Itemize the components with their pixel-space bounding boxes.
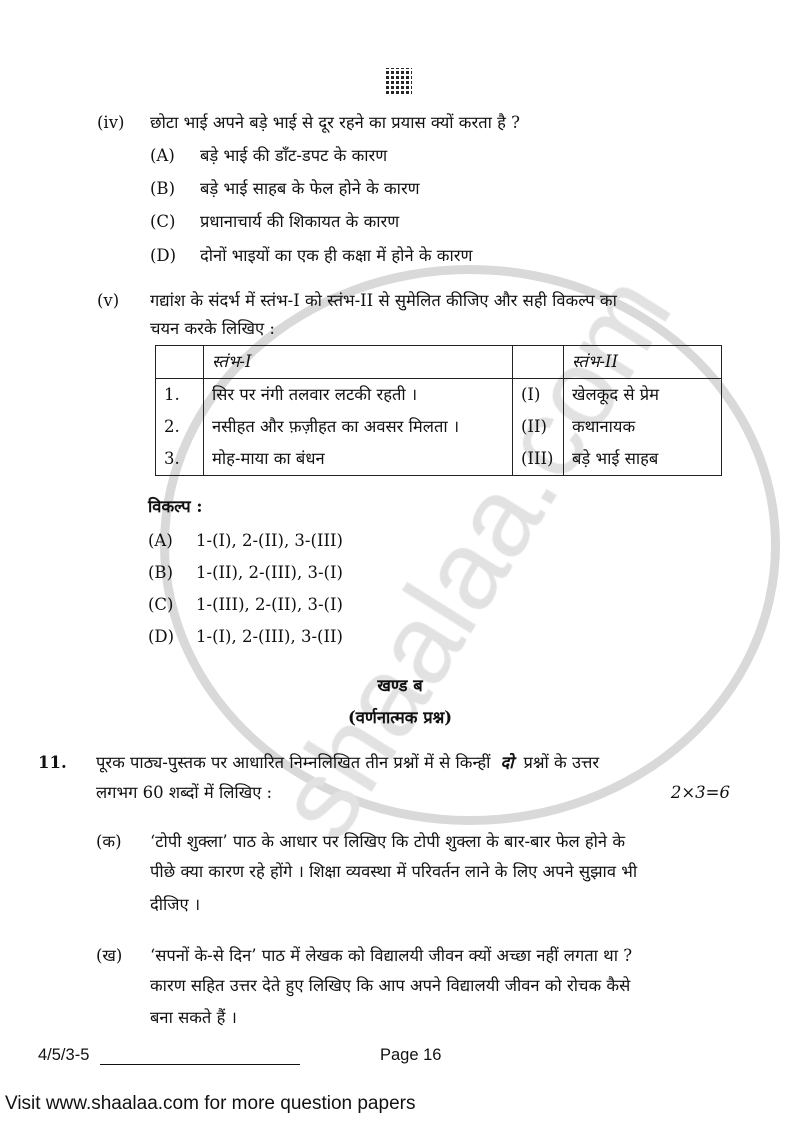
question-text (96, 753, 599, 773)
column-2-cell: खेलकूद से प्रेम (564, 379, 722, 412)
column-1-header: स्तंभ-I (204, 346, 513, 379)
option-text: 1-(I), 2-(II), 3-(III) (196, 531, 343, 550)
row-number: 2. (156, 411, 204, 443)
column-1-cell: मोह-माया का बंधन (204, 443, 513, 476)
option-label: (B) (148, 563, 173, 582)
option-label: (D) (148, 627, 175, 646)
option-label: (A) (148, 531, 173, 550)
option-label: (C) (148, 595, 174, 614)
option-text: दोनों भाइयों का एक ही कक्षा में होने के कारण (200, 246, 473, 265)
part-text: ‘सपनों के-से दिन’ पाठ में लेखक को विद्यालयी जीवन क्यों अच्छा नहीं लगता था ? (150, 946, 633, 965)
question-number: 11. (38, 753, 67, 772)
column-1-cell: नसीहत और फ़ज़ीहत का अवसर मिलता । (204, 411, 513, 443)
column-2-cell: बड़े भाई साहब (564, 443, 722, 476)
option-label: (A) (150, 146, 175, 165)
question-text-part: पूरक पाठ्य-पुस्तक पर आधारित निम्नलिखित तीन प्रश्नों में से किन्हीं (96, 753, 491, 772)
part-text: ‘टोपी शुक्ला’ पाठ के आधार पर लिखिए कि टोपी शुक्ला के बार-बार फेल होने के (150, 832, 625, 851)
table-row (156, 379, 722, 412)
option-text: प्रधानाचार्य की शिकायत के कारण (200, 212, 400, 231)
visit-link[interactable]: Visit www.shaalaa.com for more question papers (5, 1093, 416, 1114)
marks: 2×3=6 (670, 783, 730, 802)
question-text: लगभग 60 शब्दों में लिखिए : (96, 783, 273, 802)
option-label: (D) (150, 246, 177, 265)
table-row (156, 411, 722, 443)
paper-code: 4/5/3-5 (38, 1046, 90, 1064)
question-text: चयन करके लिखिए : (150, 319, 275, 338)
part-text: कारण सहित उत्तर देते हुए लिखिए कि आप अपने विद्यालयी जीवन को रोचक कैसे (150, 976, 631, 995)
row-number: 3. (156, 443, 204, 476)
emphasis-text: दो (500, 753, 514, 772)
section-subtitle: (वर्णनात्मक प्रश्न) (347, 708, 453, 727)
roman-numeral: (III) (513, 443, 564, 476)
column-2-header: स्तंभ-II (564, 346, 722, 379)
table-row (156, 443, 722, 476)
part-text: बना सकते हैं । (150, 1008, 237, 1027)
options-title: विकल्प : (148, 497, 203, 516)
option-text: बड़े भाई की डाँट-डपट के कारण (200, 146, 388, 165)
option-label: (B) (150, 179, 175, 198)
option-label: (C) (150, 212, 176, 231)
qr-code-icon (386, 68, 412, 94)
footer-divider (100, 1064, 300, 1065)
part-text: दीजिए । (150, 895, 201, 914)
roman-numeral: (II) (513, 411, 564, 443)
option-text: 1-(II), 2-(III), 3-(I) (196, 563, 343, 582)
part-label: (क) (96, 832, 122, 851)
column-2-cell: कथानायक (564, 411, 722, 443)
question-text-part: प्रश्नों के उत्तर (523, 753, 600, 772)
question-number: (iv) (97, 113, 125, 132)
option-text: 1-(I), 2-(III), 3-(II) (196, 627, 343, 646)
roman-numeral: (I) (513, 379, 564, 412)
row-number: 1. (156, 379, 204, 412)
column-1-cell: सिर पर नंगी तलवार लटकी रहती । (204, 379, 513, 412)
question-text: छोटा भाई अपने बड़े भाई से दूर रहने का प्रयास क्यों करता है ? (150, 113, 520, 132)
question-number: (v) (97, 291, 120, 310)
option-text: बड़े भाई साहब के फेल होने के कारण (200, 179, 420, 198)
option-text: 1-(III), 2-(II), 3-(I) (196, 595, 343, 614)
question-text: गद्यांश के संदर्भ में स्तंभ-I को स्तंभ-II से सुमेलित कीजिए और सही विकल्प का (150, 291, 617, 310)
page-number: Page 16 (380, 1046, 442, 1064)
part-text: पीछे क्या कारण रहे होंगे । शिक्षा व्यवस्था में परिवर्तन लाने के लिए अपने सुझाव भी (150, 862, 638, 881)
match-table (155, 345, 722, 476)
part-label: (ख) (96, 946, 123, 965)
section-title: खण्ड ब (377, 676, 423, 695)
